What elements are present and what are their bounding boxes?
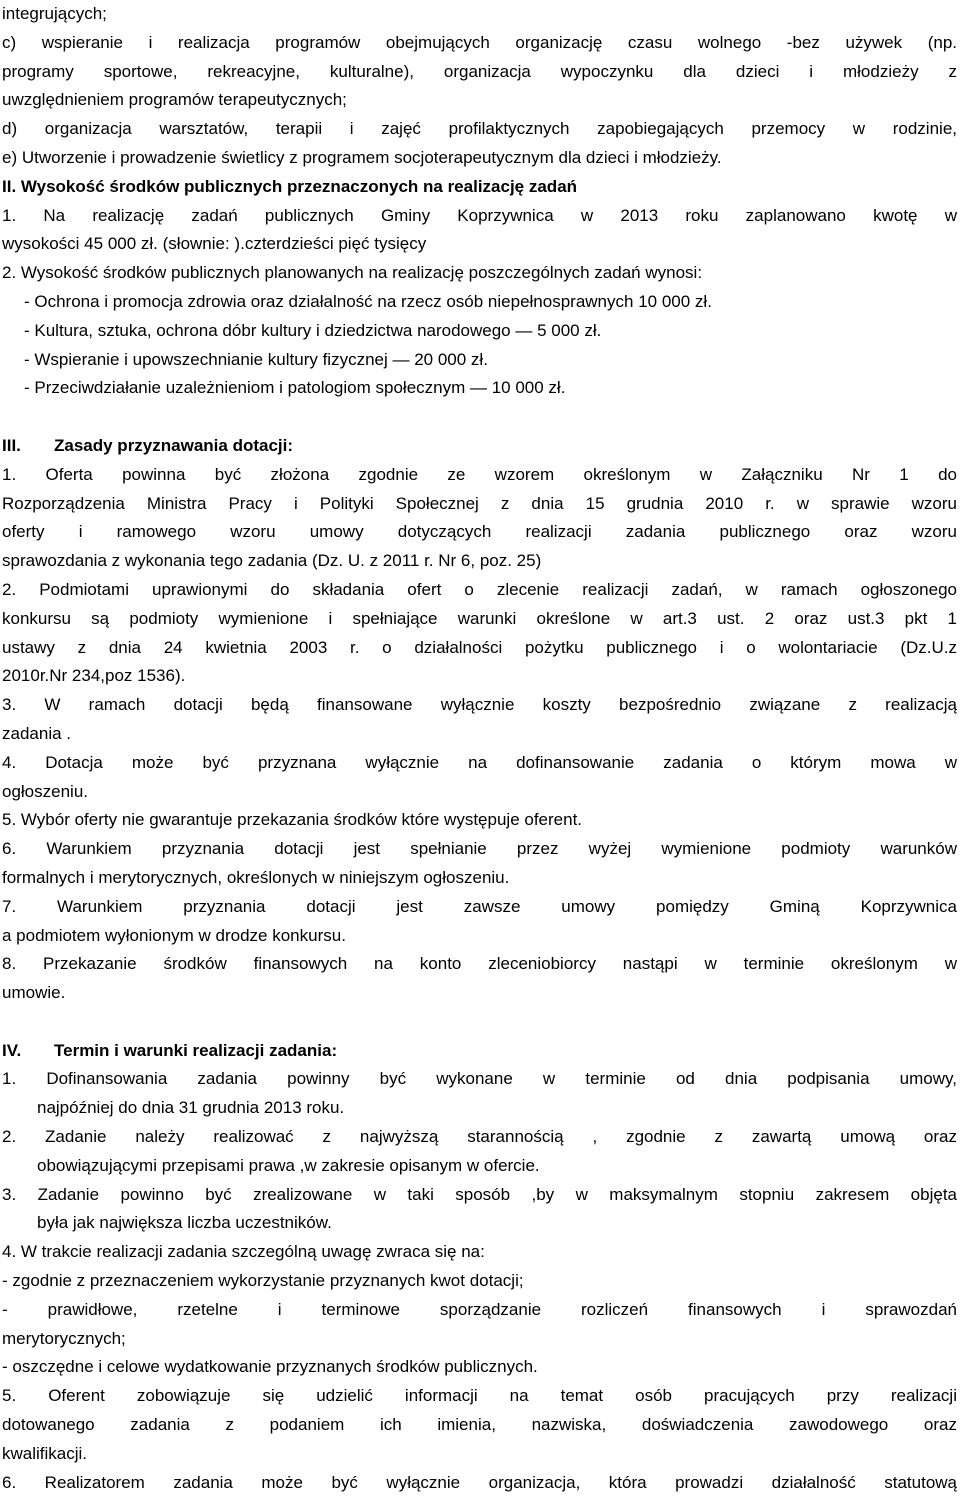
paragraph-iv-3: 3. Zadanie powinno być zrealizowane w taki sposób ,by w maksymalnym stopniu zakresem objęta [2,1184,957,1204]
text-line: obowiązującymi przepisami prawa ,w zakresie opisanym w ofercie. [37,1155,540,1175]
text-line: konkursu są podmioty wymienione i spełniające warunki określone w art.3 ust. 2 oraz ust.3 pkt 1 [2,608,957,628]
list-item-e: e) Utworzenie i prowadzenie świetlicy z programem socjoterapeutycznym dla dzieci i młodzieży. [2,147,722,167]
section-heading-ii: II. Wysokość środków publicznych przeznaczonych na realizację zadań [2,176,578,196]
paragraph-ii-2: 2. Wysokość środków publicznych planowanych na realizację poszczególnych zadań wynosi: [2,263,703,283]
text-line: dotowanego zadania z podaniem ich imienia, nazwiska, doświadczenia zawodowego oraz [2,1415,957,1435]
text-line: wysokości 45 000 zł. (słownie: ).czterdzieści pięć tysięcy [2,234,427,254]
paragraph-iv-6: 6. Realizatorem zadania może być wyłącznie organizacja, która prowadzi działalność statutową [2,1472,957,1492]
text-line: ustawy z dnia 24 kwietnia 2003 r. o działalności pożytku publicznego i o wolontariacie (Dz.U.z [2,637,957,657]
amount-item-sport: - Wspieranie i upowszechnianie kultury fizycznej — 20 000 zł. [24,349,488,369]
text-line: zadania . [2,723,71,743]
paragraph-iii-5: 5. Wybór oferty nie gwarantuje przekazania środków które występuje oferent. [2,810,583,830]
text-line: sprawozdania z wykonania tego zadania (Dz. U. z 2011 r. Nr 6, poz. 25) [2,551,542,571]
paragraph-iii-1: 1. Oferta powinna być złożona zgodnie ze wzorem określonym w Załączniku Nr 1 do [2,464,957,484]
text-line: ogłoszeniu. [2,781,89,801]
list-item-c: c) wspieranie i realizacja programów obejmujących organizację czasu wolnego -bez używek (np. [2,32,957,52]
paragraph-iii-4: 4. Dotacja może być przyznana wyłącznie na dofinansowanie zadania o którym mowa w [2,752,957,772]
text-line: najpóźniej do dnia 31 grudnia 2013 roku. [37,1098,345,1118]
text-line: programy sportowe, rekreacyjne, kulturalne), organizacja wypoczynku dla dzieci i młodzieży z [2,61,957,81]
paragraph-iii-8: 8. Przekazanie środków finansowych na konto zleceniobiorcy nastąpi w terminie określonym w [2,954,957,974]
text-line: merytorycznych; [2,1328,126,1348]
list-item: - prawidłowe, rzetelne i terminowe sporządzanie rozliczeń finansowych i sprawozdań [2,1299,957,1319]
list-item-d: d) organizacja warsztatów, terapii i zajęć profilaktycznych zapobiegających przemocy w rodzinie, [2,119,957,139]
paragraph-iv-4: 4. W trakcie realizacji zadania szczególną uwagę zwraca się na: [2,1242,485,1262]
section-heading-iv [2,1037,957,1066]
text-line: oferty i ramowego wzoru umowy dotyczących realizacji zadania publicznego oraz wzoru [2,522,957,542]
text-line: kwalifikacji. [2,1443,88,1463]
paragraph-iii-3: 3. W ramach dotacji będą finansowane wyłącznie koszty bezpośrednio związane z realizacją [2,695,957,715]
paragraph-iv-5: 5. Oferent zobowiązuje się udzielić informacji na temat osób pracujących przy realizacji [2,1386,957,1406]
text-line: formalnych i merytorycznych, określonych w niniejszym ogłoszeniu. [2,867,510,887]
amount-item-addiction: - Przeciwdziałanie uzależnieniom i patologiom społecznym — 10 000 zł. [24,378,566,398]
amount-item-health: - Ochrona i promocja zdrowia oraz działalność na rzecz osób niepełnosprawnych 10 000 zł. [24,291,712,311]
paragraph-iii-6: 6. Warunkiem przyznania dotacji jest spełnianie przez wyżej wymienione podmioty warunków [2,839,957,859]
text-line: a podmiotem wyłonionym w drodze konkursu. [2,925,346,945]
paragraph-ii-1: 1. Na realizację zadań publicznych Gminy Koprzywnica w 2013 roku zaplanowano kwotę w [2,205,957,225]
section-title: Termin i warunki realizacji zadania: [54,1040,338,1060]
text-line: integrujących; [2,4,107,23]
section-heading-iii [2,432,957,461]
section-title: Zasady przyznawania dotacji: [54,435,294,455]
text-line: Rozporządzenia Ministra Pracy i Polityki Społecznej z dnia 15 grudnia 2010 r. w sprawie wzoru [2,493,957,513]
section-number: IV. [2,1040,22,1060]
paragraph-iii-2: 2. Podmiotami uprawionymi do składania ofert o zlecenie realizacji zadań, w ramach ogłoszonego [2,579,957,599]
paragraph-iv-1: 1. Dofinansowania zadania powinny być wykonane w terminie od dnia podpisania umowy, [2,1069,957,1089]
paragraph-iii-7: 7. Warunkiem przyznania dotacji jest zawsze umowy pomiędzy Gminą Koprzywnica [2,896,957,916]
section-number: III. [2,435,21,455]
text-line: była jak największa liczba uczestników. [37,1213,332,1233]
amount-item-culture: - Kultura, sztuka, ochrona dóbr kultury i dziedzictwa narodowego — 5 000 zł. [24,320,602,340]
list-item: - zgodnie z przeznaczeniem wykorzystanie przyznanych kwot dotacji; [2,1271,524,1291]
text-line: 2010r.Nr 234,poz 1536). [2,666,186,686]
paragraph-iv-2: 2. Zadanie należy realizować z najwyższą starannością , zgodnie z zawartą umową oraz [2,1127,957,1147]
blank-line [2,403,957,432]
blank-line [2,1008,957,1037]
list-item: - oszczędne i celowe wydatkowanie przyznanych środków publicznych. [2,1357,538,1377]
text-line: uwzględnieniem programów terapeutycznych; [2,90,347,110]
text-line: umowie. [2,983,66,1003]
